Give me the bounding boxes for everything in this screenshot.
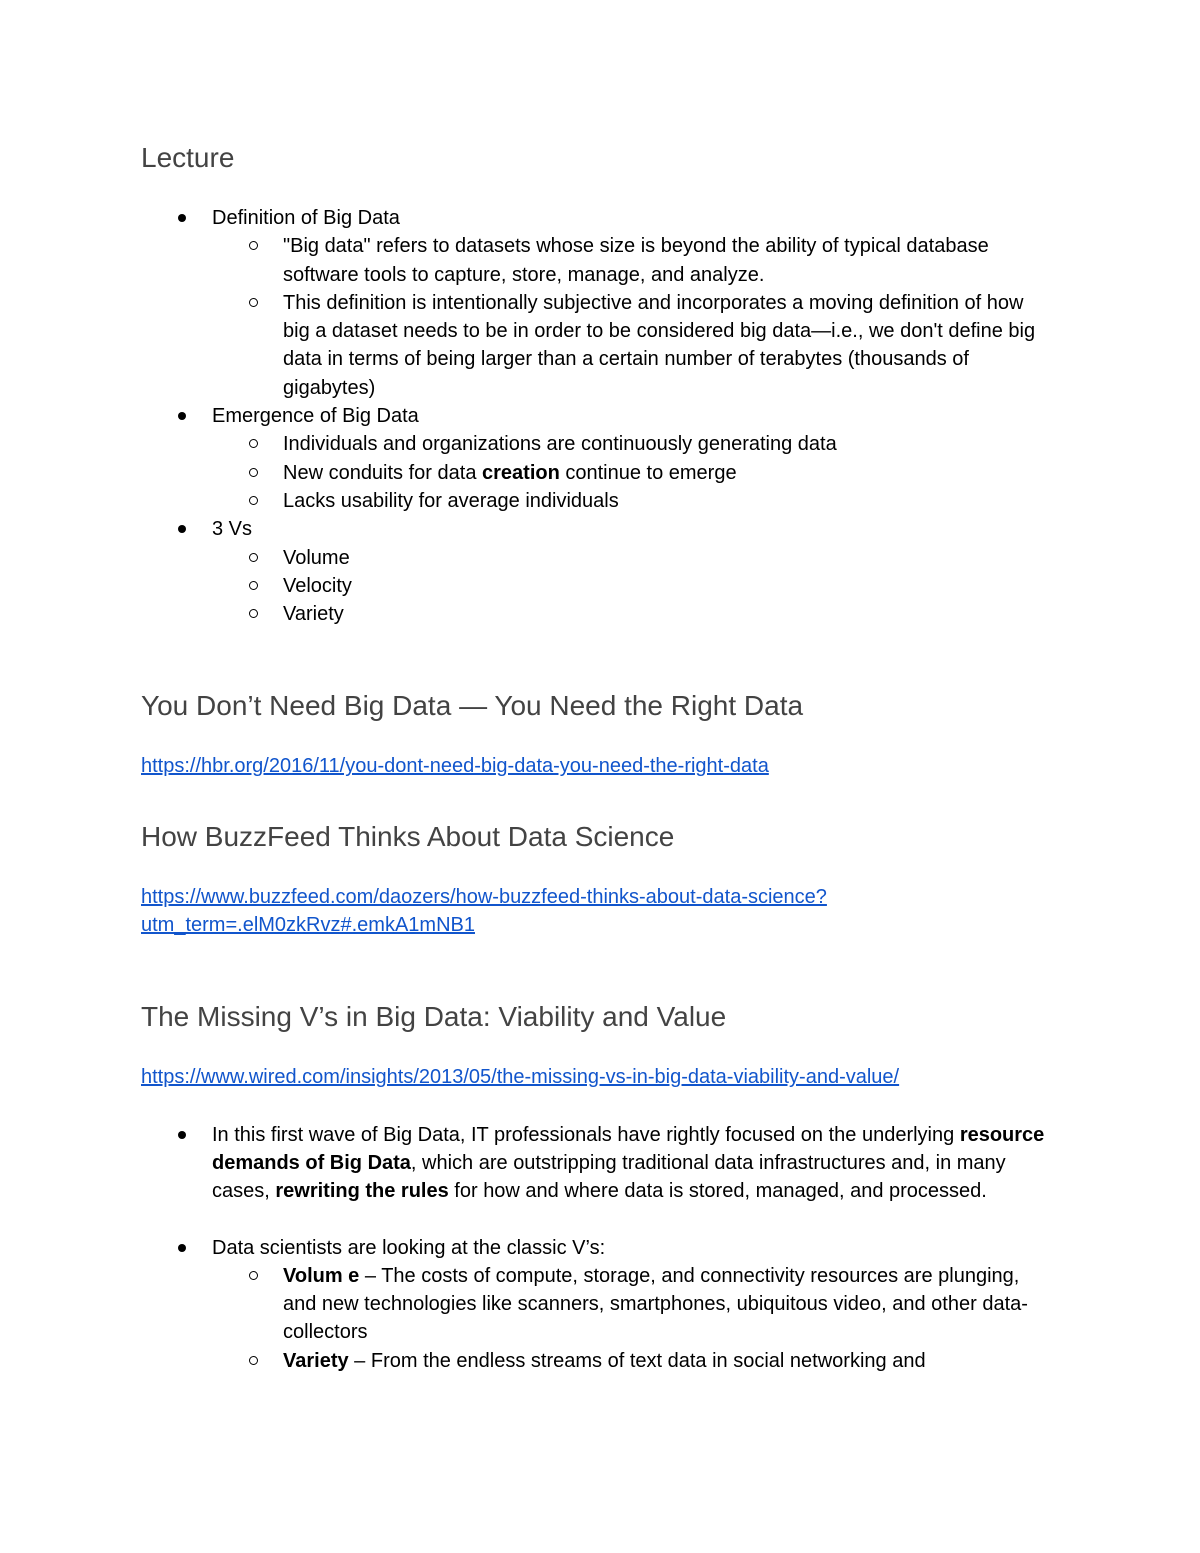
- list-item: [212, 544, 1051, 572]
- list-item-text: continue to emerge: [559, 461, 737, 484]
- list-item-text: "Big data" refers to datasets whose size is beyond the ability of typical database software tools to capture, store, manage, and analyze.: [283, 235, 989, 286]
- list-item: [141, 204, 1051, 402]
- list-item: [212, 289, 1051, 402]
- hollow-bullet-icon: [249, 468, 258, 477]
- hollow-bullet-icon: [249, 439, 258, 448]
- bold-text: rewriting the rules: [275, 1180, 449, 1203]
- list-item: [212, 1347, 1051, 1375]
- hollow-bullet-icon: [249, 1271, 258, 1280]
- heading-buzzfeed-article: How BuzzFeed Thinks About Data Science: [141, 820, 675, 852]
- list-item-text: In this first wave of Big Data, IT professionals have rightly focused on the underlying: [212, 1123, 960, 1146]
- list-item-text: for how and where data is stored, managed, and processed.: [448, 1180, 987, 1203]
- list-item: [212, 232, 1051, 289]
- link-line: https://www.buzzfeed.com/daozers/how-buzzfeed-thinks-about-data-science?: [141, 885, 827, 908]
- list-item-text: Volume: [283, 546, 350, 569]
- lecture-list: [141, 204, 1051, 628]
- hollow-bullet-icon: [249, 298, 258, 307]
- hollow-bullet-icon: [249, 241, 258, 250]
- filled-bullet-icon: [178, 525, 186, 533]
- list-item-text: , which are outstripping traditional data infrastructures and, in many cases,: [212, 1151, 1006, 1203]
- hollow-bullet-icon: [249, 1356, 258, 1365]
- list-item-label: Definition of Big Data: [212, 207, 400, 229]
- hollow-bullet-icon: [249, 609, 258, 618]
- list-item: [141, 1121, 1051, 1206]
- list-item-text: – The costs of compute, storage, and connectivity resources are plunging, and new technologies like scanners, smartphones, ubiquitous video, and other data-collectors: [283, 1264, 1028, 1344]
- wired-article-link[interactable]: https://www.wired.com/insights/2013/05/the-missing-vs-in-big-data-viability-and-value/: [141, 1066, 900, 1089]
- bold-text: Volum e: [283, 1264, 360, 1287]
- link-line: utm_term=.elM0zkRvz#.emkA1mNB1: [141, 914, 475, 937]
- hollow-bullet-icon: [249, 553, 258, 562]
- heading-wired-article: The Missing V’s in Big Data: Viability and Value: [141, 1001, 727, 1033]
- hbr-article-link[interactable]: https://hbr.org/2016/11/you-dont-need-big-data-you-need-the-right-data: [141, 755, 769, 778]
- list-item-label: Data scientists are looking at the classic V’s:: [212, 1236, 606, 1259]
- filled-bullet-icon: [178, 214, 186, 222]
- list-item: [212, 1262, 1051, 1347]
- list-item: [212, 487, 1051, 515]
- list-item: [212, 600, 1051, 628]
- filled-bullet-icon: [178, 412, 186, 420]
- list-item: [141, 402, 1051, 515]
- list-item-text: New conduits for data: [283, 461, 482, 484]
- list-item-text: Variety: [283, 603, 344, 626]
- list-item-text: Individuals and organizations are continuously generating data: [283, 433, 837, 456]
- list-item: [212, 459, 1051, 487]
- list-item-text: Lacks usability for average individuals: [283, 489, 619, 512]
- list-item: [212, 430, 1051, 458]
- bold-text: creation: [482, 461, 560, 484]
- heading-hbr-article: You Don’t Need Big Data — You Need the Right Data: [141, 690, 804, 722]
- bold-text: resource demands of Big Data: [212, 1123, 1045, 1174]
- list-item-text: Velocity: [283, 574, 352, 597]
- wired-list: [141, 1121, 1051, 1375]
- filled-bullet-icon: [178, 1244, 186, 1252]
- list-item-text: – From the endless streams of text data in social networking and: [348, 1349, 926, 1372]
- list-item: [141, 515, 1051, 628]
- list-item: [141, 1234, 1051, 1375]
- list-item-label: 3 Vs: [212, 518, 253, 541]
- list-item: [212, 572, 1051, 600]
- document-page: [141, 138, 1051, 1375]
- hollow-bullet-icon: [249, 496, 258, 505]
- list-item-text: This definition is intentionally subjective and incorporates a moving definition of how big a dataset needs to be in order to be considered big data—i.e., we don't define big data in terms of being larger than a certain number of terabytes (thousands of gigabytes): [283, 291, 1036, 399]
- bold-text: Variety: [283, 1349, 349, 1372]
- list-item-label: Emergence of Big Data: [212, 405, 419, 428]
- filled-bullet-icon: [178, 1131, 186, 1139]
- heading-lecture: Lecture: [141, 142, 235, 173]
- hollow-bullet-icon: [249, 581, 258, 590]
- buzzfeed-article-link[interactable]: [141, 883, 1051, 940]
